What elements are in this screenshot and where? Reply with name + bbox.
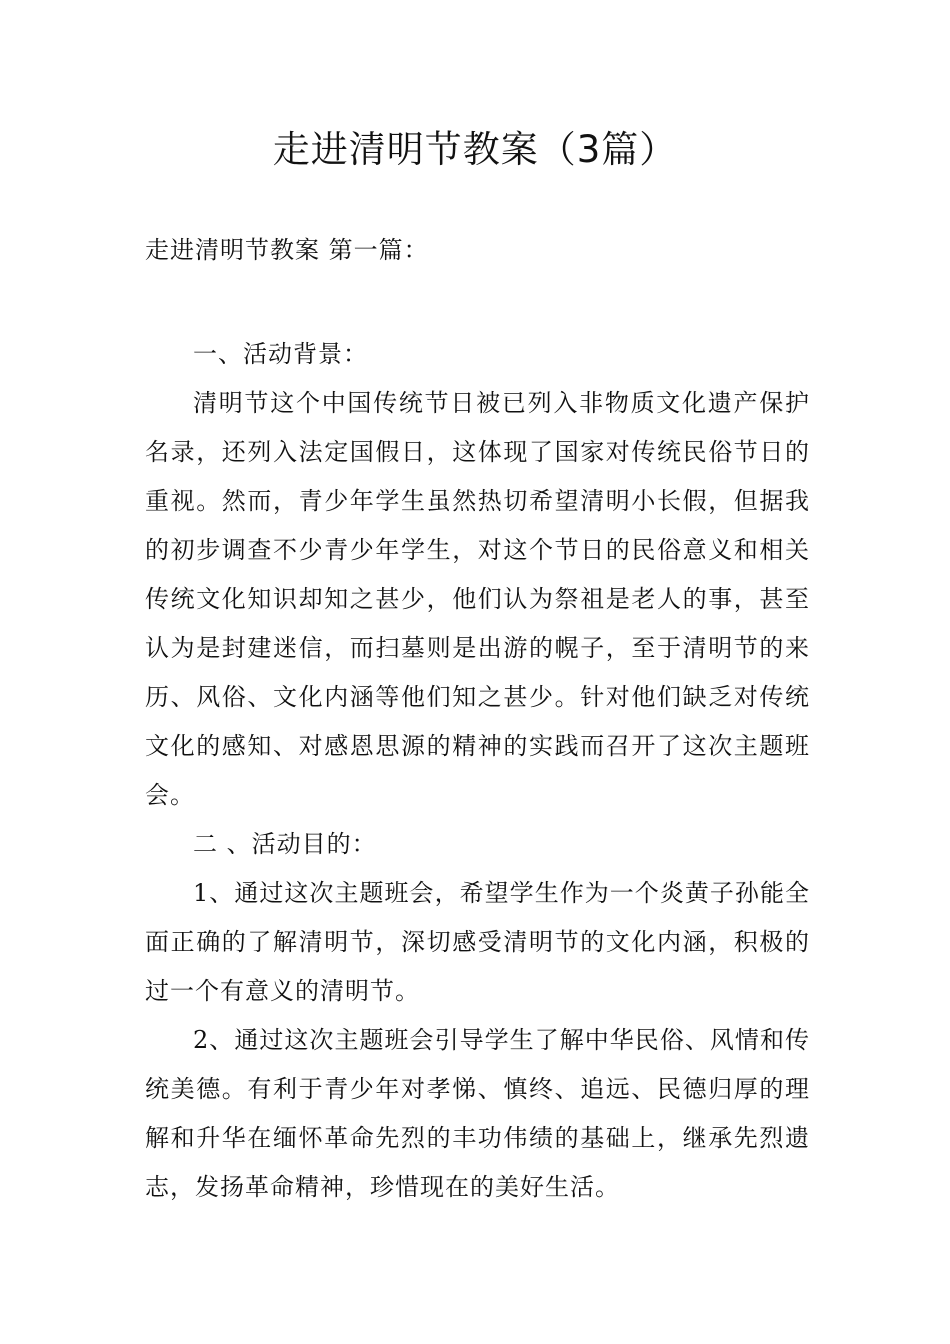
paragraph-purpose-1: 1、通过这次主题班会，希望学生作为一个炎黄子孙能全面正确的了解清明节，深切感受清明节的文化内涵，积极的过一个有意义的清明节。 [145,879,810,1005]
heading-background: 一、活动背景： [193,340,368,368]
paragraph-background: 清明节这个中国传统节日被已列入非物质文化遗产保护名录，还列入法定国假日，这体现了国家对传统民俗节日的重视。然而，青少年学生虽然热切希望清明小长假，但据我的初步调查不少青少年学生，对这个节日的民俗意义和相关传统文化知识却知之甚少，他们认为祭祖是老人的事，甚至认为是封建迷信，而扫墓则是出游的幌子，至于清明节的来历、风俗、文化内涵等他们知之甚少。针对他们缺乏对传统文化的感知、对感恩思源的精神的实践而召开了这次主题班会。 [145,389,810,809]
document-title: 走进清明节教案（3篇） [272,128,678,171]
document-body [145,330,810,1212]
paragraph-purpose-2: 2、通过这次主题班会引导学生了解中华民俗、风情和传统美德。有利于青少年对孝悌、慎终、追远、民德归厚的理解和升华在缅怀革命先烈的丰功伟绩的基础上，继承先烈遗志，发扬革命精神，珍惜现在的美好生活。 [145,1026,810,1201]
section-subtitle: 走进清明节教案 第一篇： [145,236,429,264]
heading-purpose: 二 、活动目的： [193,830,377,858]
